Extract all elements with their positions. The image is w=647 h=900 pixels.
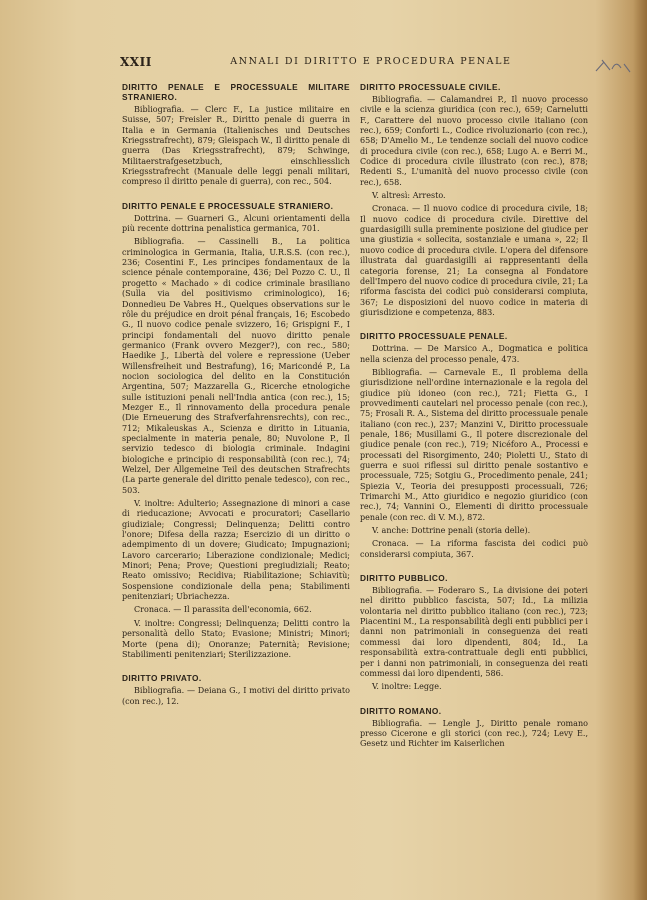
proc-penale-bibliografia: Bibliografia. — Carnevale E., Il problema della giurisdizione nell'ordine internazionale e la regola del giudice più idoneo (con rec.), 721; Fietta G., I provvedimenti cautelari nel processo penale (con rec.), 75; Frosali R. A., Sistema del diritto processuale penale italiano (con rec.), 237; Manzini V., Diritto processuale penale, 186; Musillami G., Il potere discrezionale del giudice penale (con rec.), 719; Nicéforo A., Processi e processati del Risorgimento, 240; Pioletti U., Stato di guerra e suoi riflessi sul diritto penale sostantivo e processuale, 725; Sotgiu G., Procedimento penale, 241; Spiezia V., Teoria dei presupposti processuali, 726; Trimarchi M., Atto giuridico e negozio giuridico (con rec.), 74; Vannini O., Elementi di diritto processuale penale (con rec. di V. M.), 872. xyxy=(360,367,588,522)
left-column xyxy=(122,82,350,710)
section-title-militare: DIRITTO PENALE E PROCESSUALE MILITARE STRANIERO. xyxy=(122,82,350,102)
straniero-vedi-inoltre-2: V. inoltre: Congressi; Delinquenza; Delitti contro la personalità dello Stato; Evasione; Ministri; Minori; Morte (pena di); Onoranze; Paternità; Revisione; Stabilimenti penitenziari; Sterilizzazione. xyxy=(122,618,350,659)
section-title-privato: DIRITTO PRIVATO. xyxy=(122,673,202,684)
right-column xyxy=(360,82,588,753)
section-title-straniero: DIRITTO PENALE E PROCESSUALE STRANIERO. xyxy=(122,200,334,211)
page-header xyxy=(120,55,590,69)
page-number: XXII xyxy=(120,55,152,69)
straniero-dottrina: Dottrina. — Guarneri G., Alcuni orientamenti della più recente dottrina penalistica germanica, 701. xyxy=(122,213,350,234)
pencil-mark-icon xyxy=(594,56,634,78)
romano-bibliografia: Bibliografia. — Lengle J., Diritto penale romano presso Cicerone e gli storici (con rec.), 724; Levy E., Gesetz und Richter im Kaiserlichen xyxy=(360,718,588,749)
section-title-proc-penale: DIRITTO PROCESSUALE PENALE. xyxy=(360,331,508,342)
proc-penale-dottrina: Dottrina. — De Marsico A., Dogmatica e politica nella scienza del processo penale, 473. xyxy=(360,344,588,364)
proc-civile-cronaca: Cronaca. — Il nuovo codice di procedura civile, 18; Il nuovo codice di procedura civile. Direttive del guardasigilli sulla preminente posizione del giudice per una giustizia « sollecita, sostanziale e umana », 22; Il nuovo codice di procedura civile. L'opera del difensore illustrata dal guardasigilli ai rappresentanti della categoria forense, 21; La consegna al Fondatore dell'Impero del nuovo codice di procedura civile, 21; La riforma fascista dei codici può considerarsi compiuta, 367; Le disposizioni del nuovo codice in materia di giurisdizione e competenza, 883. xyxy=(360,204,588,317)
page-edge-shadow xyxy=(633,0,647,900)
militare-bibliografia: Bibliografia. — Clerc F., La justice militaire en Suisse, 507; Freisler R., Diritto penale di guerra in Italia e in Germania (Italienisches und Deutsches Kriegsstrafrecht), 879; Gleispach W., Il diritto penale di guerra (Das Kriegsstrafrecht), 879; Schwinge, Militaerstrafgesetzbuch, einschliesslich Kriegsstrafrecht (Manuale delle leggi penali militari, compreso il diritto penale di guerra), con rec., 504. xyxy=(122,105,350,187)
pubblico-vedi: V. inoltre: Legge. xyxy=(372,682,442,692)
privato-bibliografia: Bibliografia. — Deiana G., I motivi del diritto privato (con rec.), 12. xyxy=(122,686,350,706)
proc-penale-vedi: V. anche: Dottrine penali (storia delle). xyxy=(372,526,531,536)
section-title-proc-civile: DIRITTO PROCESSUALE CIVILE. xyxy=(360,82,501,92)
straniero-bibliografia: Bibliografia. — Cassinelli B., La politica criminologica in Germania, Italia, U.R.S.S. (con rec.), 236; Cosentini F., Les principes fondamentaux de la science pénale contemporaine, 436; Del Pozzo C. U., Il progetto « Machado » di codice criminale brasiliano (Sulla via del positivismo criminologico), 16; Donnedieu De Vabres H., Quelques observations sur le rôle du préjudice en droit pénal français, 16; Escobedo G., Il nuovo codice penale svizzero, 16; Grispigni F., I principi fondamentali del nuovo diritto penale germanico (Frank ovvero Mezger?), con rec., 580; Haedike J., Libertà del volere e repressione (Ueber Willensfreiheit und Bestrafung), 16; Maricondé P., La nocion sociologica del delito en la Constitución Argentina, 507; Mazzarella G., Ricerche etnologiche sulle istituzioni penali nell'India antica (con rec.), 15; Mezger E., Il rinnovamento della procedura penale (Die Erneuerung des Strafverfahrensrechts), con rec., 712; Mikaleuskas A., Scienza e diritto in Lituania, specialmente in materia penale, 80; Nuvolone P., Il servizio tedesco di biologia criminale. Indagini biologiche e principio di responsabilità (con rec.), 74; Welzel, Der Allgemeine Teil des deutschen Strafrechts (La parte generale del diritto penale tedesco), con rec., 503. xyxy=(122,237,350,495)
proc-civile-vedi: V. altresì: Arresto. xyxy=(372,191,446,201)
pubblico-bibliografia: Bibliografia. — Foderaro S., La divisione dei poteri nel diritto pubblico fascista, 507; Id., La milizia volontaria nel diritto pubblico italiano (con rec.), 723; Piacentini M., La responsabilità degli enti pubblici per i danni non patrimoniali in conseguenza dei reati commessi dai loro dipendenti, 804; Id., La responsabilità extra-contrattuale degli enti pubblici, per i danni non patrimoniali, in conseguenza dei reati commessi dai loro dipendenti, 586. xyxy=(360,586,588,678)
straniero-vedi-inoltre: V. inoltre: Adulterio; Assegnazione di minori a case di rieducazione; Avvocati e procuratori; Casellario giudiziale; Congressi; Delinquenza; Delitti contro l'onore; Difesa della razza; Esercizio di un diritto o adempimento di un dovere; Giudicato; Impugnazioni; Lavoro carcerario; Liberazione condizionale; Medici; Minori; Pena; Prove; Questioni pregiudiziali; Reato; Reato omissivo; Recidiva; Riabilitazione; Schiavitù; Sospensione condizionale della pena; Stabilimenti penitenziari; Ubriachezza. xyxy=(122,499,350,602)
proc-penale-cronaca: Cronaca. — La riforma fascista dei codici può considerarsi compiuta, 367. xyxy=(360,539,588,559)
straniero-cronaca: Cronaca. — Il parassita dell'economia, 662. xyxy=(134,605,312,615)
section-title-romano: DIRITTO ROMANO. xyxy=(360,705,442,716)
proc-civile-bibliografia: Bibliografia. — Calamandrei P., Il nuovo processo civile e la scienza giuridica (con rec.), 659; Carnelutti F., Carattere del nuovo processo civile italiano (con rec.), 659; Conforti L., Codice rivoluzionario (con rec.), 658; D'Amelio M., Le tendenze sociali del nuovo codice di procedura civile (con rec.), 658; Lugo A. e Berri M., Codice di procedura civile illustrato (con rec.), 878; Redenti S., L'umanità del nuovo processo civile (con rec.), 658. xyxy=(360,95,588,187)
running-title: ANNALI DI DIRITTO E PROCEDURA PENALE xyxy=(230,56,512,67)
section-title-pubblico: DIRITTO PUBBLICO. xyxy=(360,573,448,584)
